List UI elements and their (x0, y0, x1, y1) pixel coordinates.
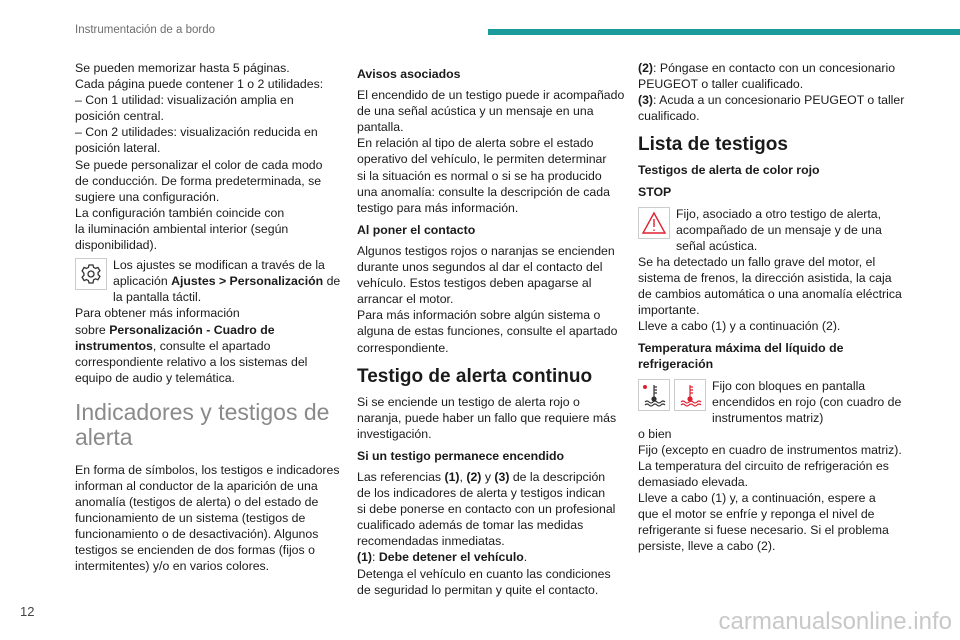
text-line (357, 275, 627, 291)
text-line (75, 425, 345, 450)
text-line (638, 206, 913, 222)
text-line (357, 168, 627, 184)
subheading (357, 448, 627, 464)
text-line (638, 286, 913, 302)
text-line (357, 448, 627, 464)
text: pantalla. (357, 120, 404, 135)
text: posición central. (75, 109, 164, 124)
text: encendidos en rojo (con cuadro de (712, 394, 902, 409)
bold-text: Debe detener el vehículo (378, 550, 524, 565)
text-line (638, 356, 913, 372)
text: , (459, 469, 467, 484)
bold-text: instrumentos (75, 338, 153, 353)
text: Si se enciende un testigo de alerta rojo o (357, 394, 580, 409)
text-line (638, 458, 913, 474)
text: : Póngase en contacto con un concesionario (653, 61, 896, 75)
paragraph (638, 378, 913, 555)
text: Se puede personalizar el color de cada modo (75, 157, 323, 172)
text-line (357, 291, 627, 307)
paragraph (357, 243, 627, 356)
text: Indicadores y testigos de (75, 398, 330, 425)
text-line (75, 237, 345, 253)
subheading (357, 222, 627, 238)
text-line (638, 184, 913, 200)
text: Los ajustes se modifican a través de la (113, 258, 325, 273)
text-line (75, 510, 345, 526)
text: Cada página puede contener 1 o 2 utilidades: (75, 77, 324, 92)
text-line (357, 340, 627, 356)
text-line (357, 566, 627, 582)
text-line (638, 302, 913, 318)
icon-group (638, 379, 706, 411)
text: investigación. (357, 426, 432, 441)
bold-text: (1) (357, 550, 373, 565)
text-line (638, 474, 913, 490)
text-line (357, 307, 627, 323)
text-line (75, 257, 345, 273)
text-line (357, 103, 627, 119)
text-line (357, 410, 627, 426)
text-line (357, 200, 627, 216)
text: testigo para más información. (357, 200, 519, 215)
text: , consulte el apartado (152, 338, 271, 353)
text-line (638, 442, 913, 458)
text: Si un testigo permanece encendido (357, 448, 565, 463)
text: sobre (75, 322, 110, 337)
text-line (75, 273, 345, 289)
text: : (372, 550, 379, 565)
text: importante. (638, 303, 700, 318)
text-line (357, 501, 627, 517)
text: de cambios automática o una anomalía eléctrica (638, 287, 902, 302)
icon-group (638, 207, 670, 239)
text-line (638, 162, 913, 178)
text-line (357, 394, 627, 410)
text-line (357, 323, 627, 339)
text-line (357, 87, 627, 103)
text: funcionamiento de un sistema (testigos de (75, 511, 306, 526)
text: si debe ponerse en contacto con un profesional (357, 502, 616, 517)
text-line (357, 366, 627, 388)
column-1 (75, 60, 345, 579)
text: : Acuda a un concesionario PEUGEOT o taller (653, 93, 905, 108)
paragraph (357, 469, 627, 598)
section-heading (638, 134, 913, 156)
text-line (638, 506, 913, 522)
text-line (75, 60, 345, 76)
text-line (75, 221, 345, 237)
text: Fijo, asociado a otro testigo de alerta, (676, 206, 882, 221)
text-line (75, 338, 345, 354)
paragraph (638, 206, 913, 335)
text-line (638, 318, 913, 334)
text: Avisos asociados (357, 67, 461, 81)
subheading (638, 162, 913, 178)
text: alerta (75, 423, 133, 450)
text: sistema de frenos, la dirección asistida, la caja (638, 270, 892, 285)
text-line (75, 92, 345, 108)
text: En forma de símbolos, los testigos e indicadores (75, 462, 340, 477)
paragraph (75, 257, 345, 386)
text: que el motor se enfríe y reponga el nivel de (638, 507, 875, 522)
text-line (75, 558, 345, 574)
column-3 (638, 60, 913, 559)
text: aplicación (113, 274, 172, 289)
text-line (75, 108, 345, 124)
text-line (75, 173, 345, 189)
text: testigos se encienden de dos formas (fijos o (75, 543, 315, 558)
text: Temperatura máxima del líquido de (638, 341, 844, 356)
column-2 (357, 60, 627, 602)
text-line (75, 124, 345, 140)
text: sugiere una configuración. (75, 189, 220, 204)
text: Se ha detectado un fallo grave del motor, el (638, 254, 876, 269)
text: . (523, 550, 528, 565)
text: Las referencias (357, 469, 445, 484)
text-line (75, 542, 345, 558)
text: – Con 2 utilidades: visualización reducida en (75, 125, 318, 140)
text-line (75, 305, 345, 321)
text-line (75, 289, 345, 305)
text: Lleve a cabo (1) y, a continuación, espere a (638, 491, 876, 506)
text-line (638, 340, 913, 356)
text: la iluminación ambiental interior (según (75, 221, 289, 236)
text: operativo del vehículo, le permiten determinar (357, 152, 607, 167)
text: vehículo. Estos testigos deben apagarse al (357, 276, 592, 291)
text-line (357, 66, 627, 82)
text-line (638, 92, 913, 108)
text-line (638, 490, 913, 506)
text: Se pueden memorizar hasta 5 páginas. (75, 61, 290, 75)
text: señal acústica. (676, 238, 758, 253)
text-line (357, 243, 627, 259)
text: – Con 1 utilidad: visualización amplia en (75, 93, 294, 108)
text: persiste, lleve a cabo (2). (638, 539, 776, 554)
subheading (357, 66, 627, 82)
bold-text: (1) (444, 469, 460, 484)
text: Testigos de alerta de color rojo (638, 163, 820, 178)
text-line (357, 582, 627, 598)
subheading (638, 184, 913, 200)
text-line (357, 135, 627, 151)
text-line (75, 205, 345, 221)
text: naranja, puede haber un fallo que requiere más (357, 410, 617, 425)
text-line (75, 526, 345, 542)
text-line (357, 485, 627, 501)
text: intermitentes) y/o en varios colores. (75, 559, 270, 574)
text: correspondiente. (357, 340, 449, 355)
text: Para obtener más información (75, 306, 240, 321)
text-line (75, 322, 345, 338)
text-line (357, 151, 627, 167)
text: STOP (638, 185, 672, 200)
text-line (75, 76, 345, 92)
subheading (638, 340, 913, 372)
text: Al poner el contacto (357, 222, 476, 237)
text-line (75, 189, 345, 205)
watermark: carmanualsonline.info (718, 608, 952, 635)
coolant-temperature-red-icon (674, 379, 706, 411)
page-number: 12 (20, 604, 35, 619)
text-line (638, 134, 913, 156)
text: PEUGEOT o taller cualificado. (638, 77, 804, 92)
text: Fijo con bloques en pantalla (712, 378, 866, 393)
warning-triangle-icon (638, 207, 670, 239)
text: El encendido de un testigo puede ir acompañado (357, 88, 625, 103)
text: acompañado de un mensaje y de una (676, 222, 882, 237)
text: refrigeración (638, 357, 714, 372)
text: informan al conductor de la aparición de una (75, 478, 318, 493)
text-line (75, 494, 345, 510)
bold-text: Personalización - Cuadro de (109, 322, 275, 337)
text: de conducción. De forma predeterminada, se (75, 173, 322, 188)
paragraph (357, 394, 627, 442)
gear-icon (75, 258, 107, 290)
running-header: Instrumentación de a bordo (75, 24, 216, 36)
text-line (638, 108, 913, 124)
text: Lista de testigos (638, 134, 788, 156)
text-line (638, 522, 913, 538)
text: recomendadas inmediatas. (357, 534, 505, 549)
paragraph (357, 87, 627, 216)
text-line (357, 517, 627, 533)
text: de los indicadores de alerta y testigos indican (357, 486, 606, 501)
text: Detenga el vehículo en cuanto las condiciones (357, 566, 611, 581)
text-line (638, 76, 913, 92)
text: Lleve a cabo (1) y a continuación (2). (638, 319, 841, 334)
text: Testigo de alerta continuo (357, 365, 593, 387)
text-line (638, 254, 913, 270)
text: Fijo (excepto en cuadro de instrumentos matriz). (638, 442, 902, 457)
text: disponibilidad). (75, 238, 158, 253)
text: Algunos testigos rojos o naranjas se encienden (357, 243, 615, 258)
text: durante unos segundos al dar el contacto del (357, 260, 603, 275)
text-line (638, 238, 913, 254)
text-line (75, 140, 345, 156)
text: refrigerante si fuese necesario. Si el problema (638, 523, 889, 538)
text-line (357, 549, 627, 565)
text: funcionamiento o de desactivación). Algunos (75, 527, 319, 542)
text-line (638, 538, 913, 554)
text: alguna de estas funciones, consulte el apartado (357, 324, 618, 339)
text-line (357, 469, 627, 485)
paragraph (638, 60, 913, 124)
text-line (357, 259, 627, 275)
text: La configuración también coincide con (75, 205, 285, 220)
text-line (638, 426, 913, 442)
text-line (75, 400, 345, 425)
text: cualificado además de tomar las medidas (357, 518, 584, 533)
text: una anomalía: consulte la descripción de cada (357, 184, 610, 199)
header-accent-bar (488, 29, 960, 35)
text-line (357, 119, 627, 135)
text: anomalía (testigos de alerta) o del estado de (75, 495, 319, 510)
icon-group (75, 258, 107, 290)
text: de seguridad lo permitan y quite el contacto. (357, 582, 599, 597)
text: arrancar el motor. (357, 292, 454, 307)
text-line (638, 222, 913, 238)
text: equipo de audio y telemática. (75, 370, 235, 385)
text-line (357, 426, 627, 442)
text-line (638, 410, 913, 426)
text: de (323, 274, 341, 289)
bold-text: (2) (466, 469, 482, 484)
text: cualificado. (638, 109, 700, 124)
bold-text: Ajustes > Personalización (171, 274, 324, 289)
text-line (638, 60, 913, 76)
text: En relación al tipo de alerta sobre el estado (357, 136, 594, 151)
text: o bien (638, 426, 672, 441)
bold-text: (3) (638, 93, 654, 108)
text: La temperatura del circuito de refrigeración es (638, 458, 889, 473)
text: instrumentos matriz) (712, 410, 824, 425)
bold-text: (3) (494, 469, 510, 484)
text: y (481, 469, 495, 484)
text: de una señal acústica y un mensaje en una (357, 104, 594, 119)
text: Para más información sobre algún sistema o (357, 308, 601, 323)
text: correspondiente relativo a los sistemas del (75, 354, 308, 369)
text-line (75, 478, 345, 494)
text-line (75, 157, 345, 173)
text-line (357, 222, 627, 238)
coolant-temperature-dot-icon (638, 379, 670, 411)
text: la pantalla táctil. (113, 290, 202, 305)
text-line (75, 462, 345, 478)
text-line (357, 184, 627, 200)
text-line (75, 370, 345, 386)
text-line (357, 533, 627, 549)
paragraph (75, 462, 345, 575)
section-heading (357, 366, 627, 388)
bold-text: (2) (638, 61, 654, 75)
text: posición lateral. (75, 141, 161, 156)
text-line (75, 354, 345, 370)
text: demasiado elevada. (638, 475, 749, 490)
text: si la situación es normal o si se ha producido (357, 168, 602, 183)
paragraph (75, 60, 345, 253)
text: de la descripción (509, 469, 606, 484)
text-line (638, 270, 913, 286)
section-heading (75, 400, 345, 450)
